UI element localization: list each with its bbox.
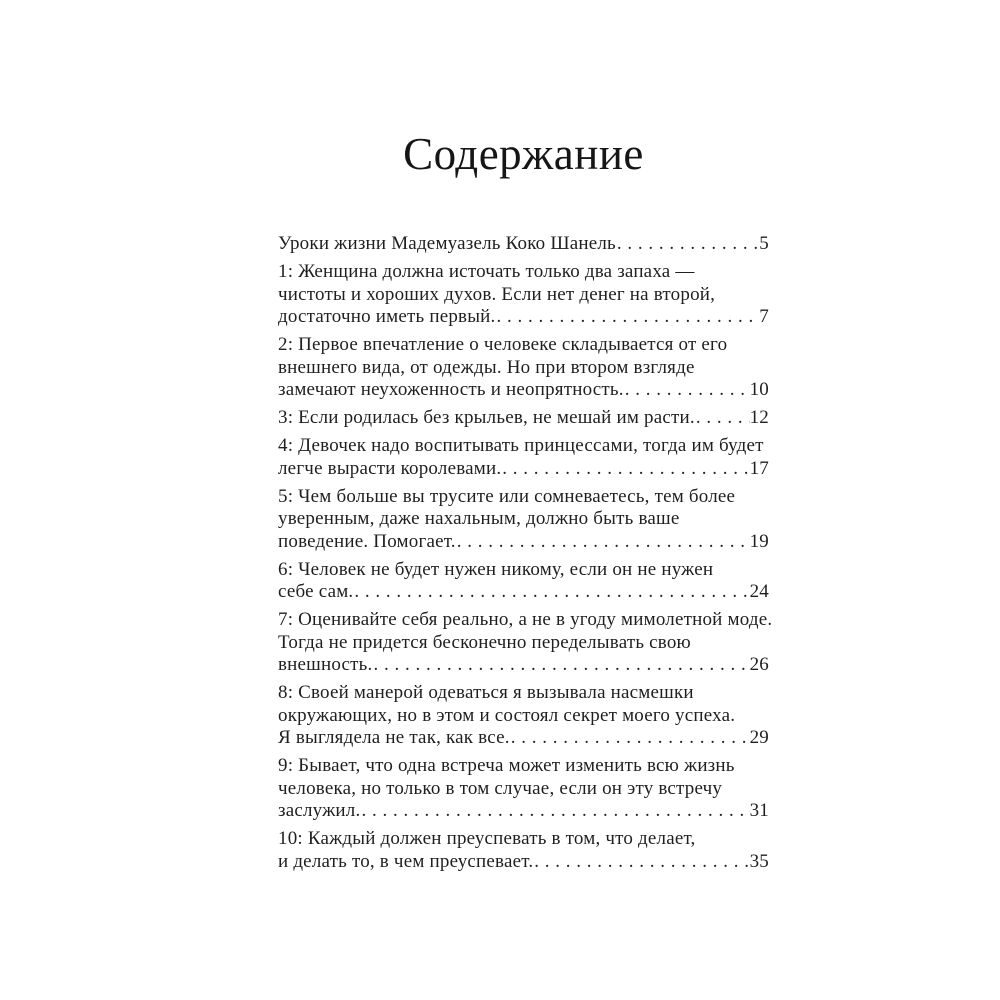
- toc-entry-text: заслужил.: [278, 800, 361, 821]
- page-number: 29: [749, 727, 769, 748]
- toc-entry-line: 10: Каждый должен преуспевать в том, что делает,: [278, 828, 696, 849]
- toc-entry-line: 8: Своей манерой одеваться я вызывала насмешки: [278, 682, 694, 703]
- toc-entry-last-line: [278, 581, 769, 604]
- toc-title: Содержание: [403, 129, 644, 179]
- toc-entry-text: и делать то, в чем преуспевает.: [278, 850, 534, 872]
- toc-entry-line: 7: Оценивайте себя реально, а не в угоду мимолетной моде.: [278, 609, 773, 630]
- toc-entry-line: 2: Первое впечатление о человеке складывается от его: [278, 334, 728, 355]
- page-number: 26: [749, 654, 769, 675]
- dot-leader: [616, 233, 759, 256]
- toc-entry: [278, 682, 769, 750]
- toc-entry-line: Тогда не придется бесконечно переделывать свою: [278, 631, 691, 653]
- toc-entry: [278, 435, 769, 480]
- toc-entry-line: человека, но только в том случае, если он эту встречу: [278, 777, 723, 799]
- toc-entry: [278, 486, 769, 554]
- toc-entries: [278, 233, 773, 879]
- page-number: 10: [749, 379, 769, 400]
- toc-entry: [278, 609, 773, 677]
- toc-entry-line: 1: Женщина должна источать только два запаха —: [278, 261, 695, 282]
- toc-entry-last-line: [278, 531, 769, 554]
- toc-entry: [278, 407, 769, 430]
- page-number: 5: [759, 233, 769, 254]
- toc-entry-text: себе сам.: [278, 581, 354, 602]
- page-number: 17: [749, 457, 769, 479]
- toc-entry-line: уверенным, даже нахальным, должно быть ваше: [278, 508, 680, 529]
- toc-entry-last-line: [278, 407, 769, 430]
- toc-entry-line: 5: Чем больше вы трусите или сомневаетесь, тем более: [278, 485, 736, 507]
- toc-entry-text: 3: Если родилась без крыльев, не мешай им расти.: [278, 407, 695, 428]
- page-number: 19: [749, 530, 769, 552]
- toc-entry: [278, 261, 769, 329]
- page-number: 12: [749, 407, 769, 428]
- toc-entry-last-line: [278, 458, 769, 481]
- page-number: 24: [749, 581, 769, 602]
- toc-entry: [278, 334, 769, 402]
- toc-entry-last-line: [278, 379, 769, 402]
- toc-entry-text: внешность.: [278, 654, 373, 675]
- toc-entry: [278, 559, 769, 604]
- toc-entry-last-line: [278, 800, 769, 823]
- dot-leader: [695, 407, 750, 430]
- page-number: 31: [749, 800, 769, 821]
- toc-entry-line: чистоты и хороших духов. Если нет денег на второй,: [278, 283, 716, 305]
- toc-entry-last-line: [278, 306, 769, 329]
- toc-entry-line: внешнего вида, от одежды. Но при втором взгляде: [278, 356, 695, 378]
- toc-entry-text: замечают неухоженность и неопрятность.: [278, 379, 624, 400]
- dot-leader: [533, 851, 749, 874]
- dot-leader: [495, 306, 759, 329]
- toc-entry-line: 9: Бывает, что одна встреча может изменить всю жизнь: [278, 755, 735, 776]
- toc-entry-last-line: [278, 727, 769, 750]
- toc-entry-last-line: [278, 233, 769, 256]
- toc-entry-text: Уроки жизни Мадемуазель Коко Шанель: [278, 233, 616, 254]
- toc-entry-text: легче вырасти королевами.: [278, 457, 502, 479]
- toc-entry-line: окружающих, но в этом и состоял секрет моего успеха.: [278, 704, 736, 726]
- toc-entry-text: поведение. Помогает.: [278, 530, 456, 552]
- dot-leader: [501, 458, 749, 481]
- dot-leader: [353, 581, 749, 604]
- toc-entry-last-line: [278, 654, 769, 677]
- toc-entry: [278, 755, 769, 823]
- dot-leader: [510, 727, 750, 750]
- dot-leader: [624, 379, 750, 402]
- toc-entry: [278, 828, 769, 873]
- page-number: 35: [749, 850, 769, 872]
- dot-leader: [373, 654, 750, 677]
- toc-entry: [278, 233, 769, 256]
- toc-entry-text: Я выглядела не так, как все.: [278, 727, 510, 748]
- dot-leader: [360, 800, 749, 823]
- toc-entry-line: 6: Человек не будет нужен никому, если он не нужен: [278, 558, 714, 580]
- dot-leader: [456, 531, 750, 554]
- page-number: 7: [759, 306, 769, 327]
- toc-entry-text: достаточно иметь первый.: [278, 306, 496, 327]
- toc-entry-last-line: [278, 851, 769, 874]
- toc-entry-line: 4: Девочек надо воспитывать принцессами, тогда им будет: [278, 435, 764, 456]
